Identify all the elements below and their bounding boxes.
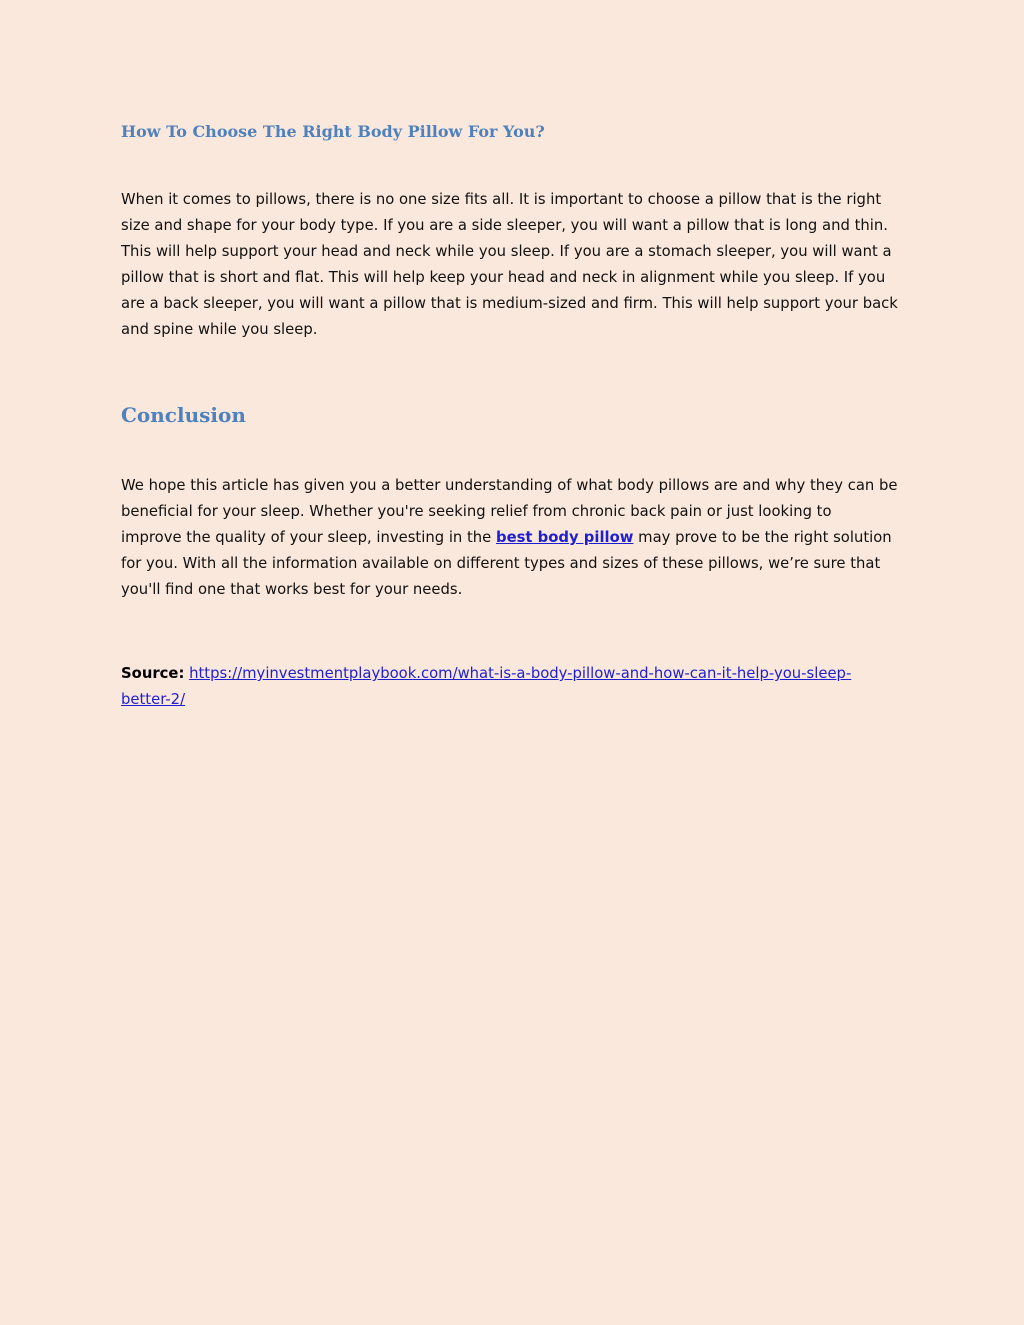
paragraph-line: are a back sleeper, you will want a pillow that is medium-sized and firm. This will help support your back	[121, 295, 898, 312]
paragraph-line-with-link	[121, 525, 911, 551]
paragraph-line: This will help support your head and neck while you sleep. If you are a stomach sleeper, you will want a	[121, 243, 892, 260]
paragraph-line: pillow that is short and flat. This will help keep your head and neck in alignment while you sleep. If you	[121, 269, 886, 286]
source-citation	[121, 661, 911, 713]
paragraph-text: may prove to be the right solution	[633, 529, 892, 546]
source-line	[121, 687, 911, 713]
choose-paragraph	[121, 187, 911, 343]
paragraph-line: beneficial for your sleep. Whether you're seeking relief from chronic back pain or just looking to	[121, 503, 832, 520]
paragraph-text: improve the quality of your sleep, investing in the	[121, 529, 496, 546]
paragraph-line: and spine while you sleep.	[121, 321, 318, 338]
best-body-pillow-link[interactable]: best body pillow	[496, 529, 634, 546]
source-label: Source:	[121, 665, 185, 682]
paragraph-line: When it comes to pillows, there is no one size fits all. It is important to choose a pillow that is the right	[121, 191, 882, 208]
source-line	[121, 661, 911, 687]
conclusion-paragraph	[121, 473, 911, 603]
paragraph-line: We hope this article has given you a better understanding of what body pillows are and why they can be	[121, 477, 898, 494]
paragraph-line: you'll find one that works best for your needs.	[121, 581, 463, 598]
source-url-link-continued[interactable]: better-2/	[121, 691, 186, 708]
conclusion-heading: Conclusion	[121, 403, 246, 427]
section-heading: How To Choose The Right Body Pillow For You?	[121, 122, 545, 141]
source-url-link[interactable]: https://myinvestmentplaybook.com/what-is-a-body-pillow-and-how-can-it-help-you-sleep-	[189, 665, 852, 682]
paragraph-line: size and shape for your body type. If you are a side sleeper, you will want a pillow that is long and thin.	[121, 217, 888, 234]
paragraph-line: for you. With all the information available on different types and sizes of these pillows, we’re sure that	[121, 555, 881, 572]
